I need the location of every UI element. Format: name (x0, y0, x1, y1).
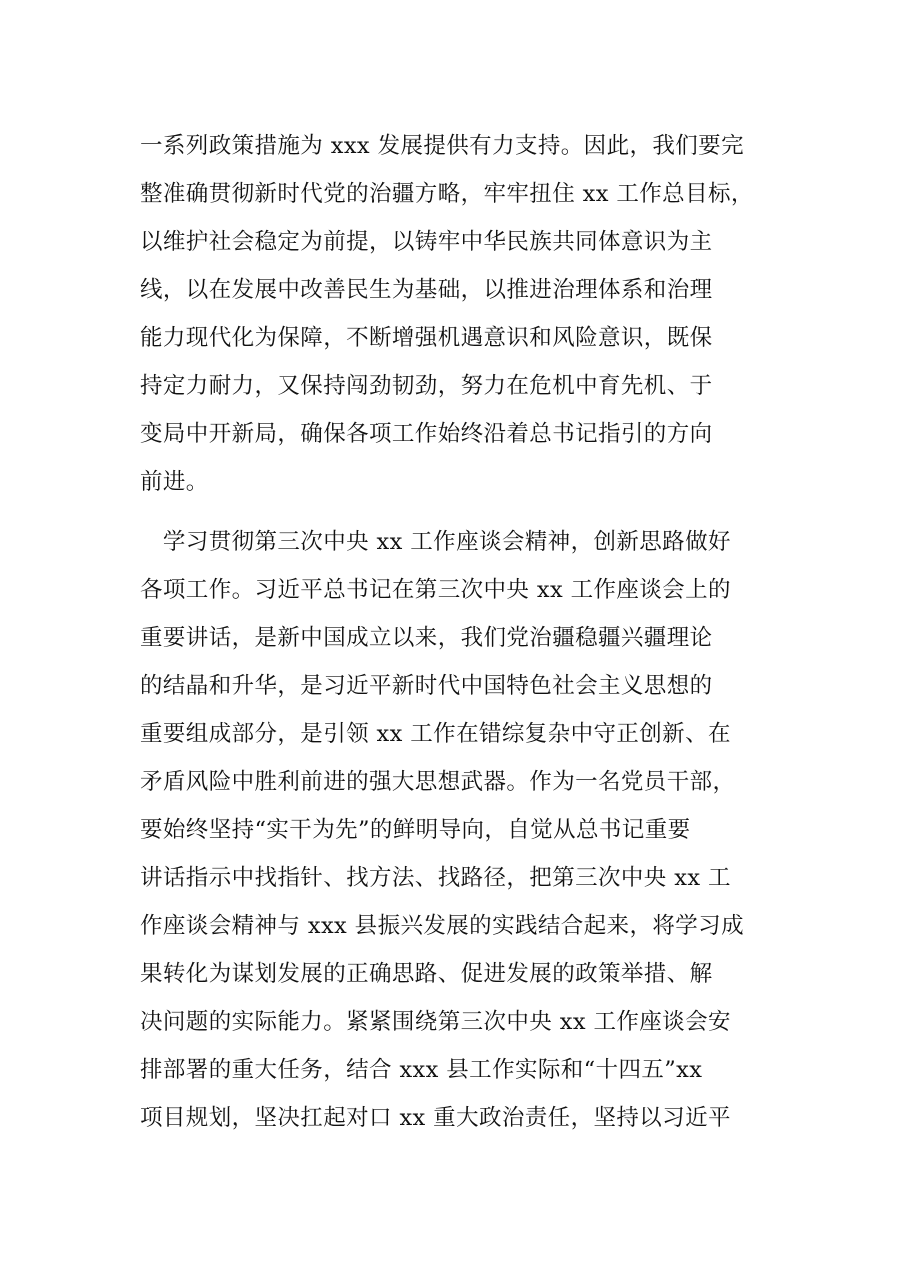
paragraph-line: 矛盾风险中胜利前进的强大思想武器。作为一名党员干部， (140, 769, 736, 795)
paragraph-line: 重要组成部分，是引领 xx 工作在错综复杂中守正创新、在 (140, 721, 731, 747)
paragraph-line: 作座谈会精神与 xxx 县振兴发展的实践结合起来，将学习成 (140, 913, 744, 939)
paragraph-line: 能力现代化为保障，不断增强机遇意识和风险意识，既保 (140, 325, 713, 351)
paragraph-line: 项目规划，坚决扛起对口 xx 重大政治责任，坚持以习近平 (140, 1105, 731, 1131)
paragraph-line: 重要讲话，是新中国成立以来，我们党治疆稳疆兴疆理论 (140, 625, 713, 651)
paragraph-line: 的结晶和升华，是习近平新时代中国特色社会主义思想的 (140, 673, 713, 699)
paragraph-2 (140, 518, 780, 1142)
paragraph-line: 持定力耐力，又保持闯劲韧劲，努力在危机中育先机、于 (140, 373, 713, 399)
paragraph-1 (140, 122, 780, 506)
paragraph-line: 学习贯彻第三次中央 xx 工作座谈会精神，创新思路做好 (140, 529, 731, 555)
paragraph-line: 决问题的实际能力。紧紧围绕第三次中央 xx 工作座谈会安 (140, 1009, 731, 1035)
paragraph-line: 排部署的重大任务，结合 xxx 县工作实际和“十四五”xx (140, 1057, 703, 1083)
paragraph-line: 前进。 (140, 469, 209, 495)
paragraph-line: 一系列政策措施为 xxx 发展提供有力支持。因此，我们要完 (140, 133, 744, 159)
paragraph-line: 整准确贯彻新时代党的治疆方略，牢牢扭住 xx 工作总目标， (140, 181, 754, 207)
paragraph-line: 要始终坚持“实干为先”的鲜明导向，自觉从总书记重要 (140, 817, 691, 843)
paragraph-line: 果转化为谋划发展的正确思路、促进发展的政策举措、解 (140, 961, 713, 987)
paragraph-line: 各项工作。习近平总书记在第三次中央 xx 工作座谈会上的 (140, 577, 731, 603)
paragraph-line: 以维护社会稳定为前提，以铸牢中华民族共同体意识为主 (140, 229, 713, 255)
paragraph-line: 讲话指示中找指针、找方法、找路径，把第三次中央 xx 工 (140, 865, 731, 891)
paragraph-line: 线，以在发展中改善民生为基础，以推进治理体系和治理 (140, 277, 713, 303)
paragraph-line: 变局中开新局，确保各项工作始终沿着总书记指引的方向 (140, 421, 713, 447)
